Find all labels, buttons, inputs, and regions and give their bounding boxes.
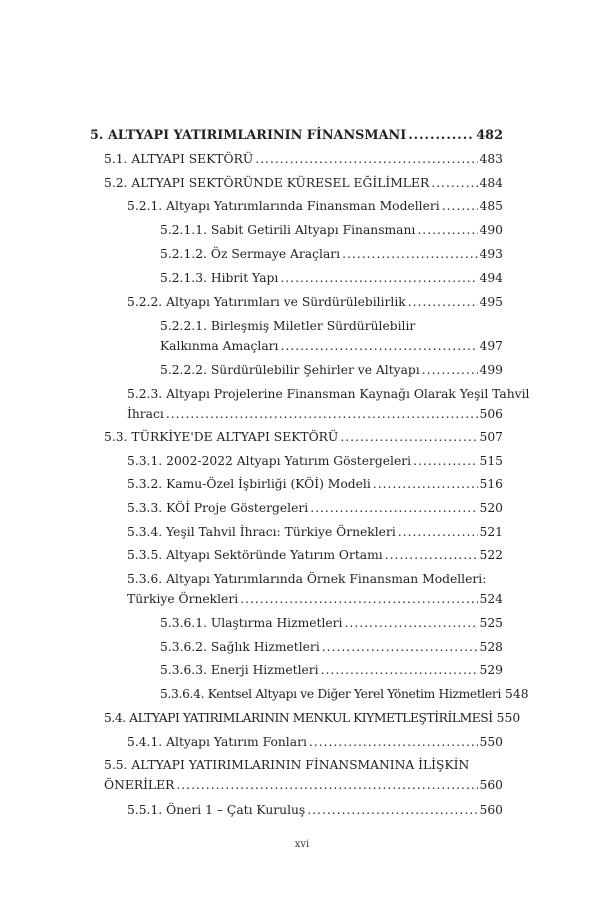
toc-entry-5-4-1 (127, 732, 503, 752)
toc-page: 490 (479, 223, 503, 237)
leader-dots (322, 637, 478, 657)
toc-title: Öneri 1 – Çatı Kuruluş (166, 803, 306, 817)
toc-title-line2: Kalkınma Amaçları (160, 339, 279, 353)
toc-number: 5.2. (104, 176, 128, 190)
toc-page: 550 (479, 735, 503, 749)
toc-title: Sabit Getirili Altyapı Finansmanı (210, 223, 416, 237)
toc-number: 5.3.5. (127, 548, 163, 562)
leader-dots (309, 732, 478, 752)
toc-entry-5-3-3 (127, 498, 503, 518)
leader-dots (307, 800, 477, 820)
toc-title: ALTYAPI SEKTÖRÜNDE KÜRESEL EĞİLİMLER (131, 176, 430, 190)
leader-dots (442, 196, 478, 216)
toc-number: 5.2.1.3. (160, 271, 207, 285)
toc-entry-5-2-1 (127, 196, 503, 216)
toc-title: Hibrit Yapı (210, 271, 279, 285)
toc-number: 5.2.2.1. (160, 319, 207, 333)
toc-page: 522 (479, 548, 503, 562)
leader-dots (413, 451, 477, 471)
toc-page: 560 (479, 778, 503, 792)
toc-page: 506 (479, 407, 503, 421)
toc-page: 528 (479, 640, 503, 654)
leader-dots (340, 427, 477, 447)
toc-entry-5-3-6 (127, 569, 503, 609)
toc-number: 5.3.2. (127, 477, 163, 491)
leader-dots (408, 126, 474, 146)
leader-dots (431, 173, 477, 193)
toc-title: ALTYAPI YATIRIMLARININ MENKUL KIYMETLEŞTİRİLMESİ (129, 711, 493, 725)
toc-page: 507 (479, 430, 503, 444)
toc-number: 5.2.2. (127, 295, 163, 309)
toc-title: ALTYAPI SEKTÖRÜ (131, 152, 254, 166)
leader-dots (166, 404, 478, 424)
toc-entry-5-3-6-3 (160, 660, 503, 680)
toc-page: 482 (476, 128, 503, 143)
toc-number: 5.1. (104, 152, 128, 166)
leader-dots (417, 220, 477, 240)
toc-title-line1: Altyapı Projelerine Finansman Kaynağı Olarak Yeşil Tahvil (166, 387, 530, 401)
toc-number: 5.3.1. (127, 454, 163, 468)
toc-title: Altyapı Yatırım Fonları (166, 735, 307, 749)
toc-title-line2: ÖNERİLER (104, 778, 175, 792)
toc-entry-5-2-3 (127, 384, 530, 424)
toc-title: Sağlık Hizmetleri (210, 640, 320, 654)
leader-dots (176, 775, 477, 795)
toc-number: 5.5. (104, 758, 128, 772)
toc-number: 5.3.6.4. (160, 687, 205, 701)
leader-dots (321, 660, 478, 680)
toc-title: KÖİ Proje Göstergeleri (166, 501, 309, 515)
toc-title-line1: Altyapı Yatırımlarında Örnek Finansman Modelleri: (166, 572, 487, 586)
toc-page: 548 (505, 687, 529, 701)
toc-title: Altyapı Yatırımlarında Finansman Modelleri (166, 199, 440, 213)
toc-title: Öz Sermaye Araçları (210, 247, 341, 261)
leader-dots (345, 613, 478, 633)
toc-number: 5. (90, 128, 104, 143)
toc-page: 550 (496, 711, 521, 725)
toc-title-line1: Birleşmiş Miletler Sürdürülebilir (210, 319, 416, 333)
toc-entry-5-4 (104, 708, 521, 728)
leader-dots (398, 522, 478, 542)
toc-entry-chapter-5 (90, 126, 503, 146)
toc-entry-5-5-1 (127, 800, 503, 820)
toc-number: 5.2.1. (127, 199, 163, 213)
toc-page: 520 (479, 501, 503, 515)
toc-entry-5-2-1-3 (160, 268, 503, 288)
toc-page: 483 (479, 152, 503, 166)
leader-dots (422, 360, 478, 380)
toc-title: 2002-2022 Altyapı Yatırım Göstergeleri (166, 454, 412, 468)
toc-title: Altyapı Sektöründe Yatırım Ortamı (166, 548, 383, 562)
leader-dots (281, 336, 478, 356)
toc-entry-5-3 (104, 427, 503, 447)
toc-title: TÜRKİYE'DE ALTYAPI SEKTÖRÜ (131, 430, 339, 444)
toc-entry-5-2-1-1 (160, 220, 503, 240)
toc-page: 484 (479, 176, 503, 190)
toc-entry-5-3-2 (127, 474, 503, 494)
leader-dots (408, 292, 478, 312)
leader-dots (280, 268, 477, 288)
toc-entry-5-2-2 (127, 292, 503, 312)
leader-dots (342, 244, 477, 264)
toc-entry-5-3-6-1 (160, 613, 503, 633)
toc-title-line2: Türkiye Örnekleri (127, 592, 239, 606)
toc-number: 5.3. (104, 430, 128, 444)
toc-number: 5.3.3. (127, 501, 163, 515)
toc-entry-5-2-2-1 (160, 316, 503, 356)
toc-number: 5.4.1. (127, 735, 163, 749)
toc-title: Kamu-Özel İşbirliği (KÖİ) Modeli (166, 477, 371, 491)
toc-page: 497 (479, 339, 503, 353)
toc-number: 5.3.6.3. (160, 663, 207, 677)
toc-page: 499 (479, 363, 503, 377)
toc-page: 485 (479, 199, 503, 213)
toc-number: 5.2.2.2. (160, 363, 207, 377)
leader-dots (385, 545, 478, 565)
toc-page: 516 (479, 477, 503, 491)
leader-dots (255, 149, 477, 169)
toc-entry-5-3-6-4 (160, 684, 529, 704)
toc-number: 5.2.3. (127, 387, 163, 401)
toc-page: 521 (479, 525, 503, 539)
toc-title-line2: İhracı (127, 407, 164, 421)
toc-entry-5-3-4 (127, 522, 503, 542)
toc-number: 5.4. (104, 711, 126, 725)
toc-entry-5-3-6-2 (160, 637, 503, 657)
toc-entry-5-3-5 (127, 545, 503, 565)
toc-title: ALTYAPI YATIRIMLARININ FİNANSMANI (107, 128, 407, 143)
toc-entry-5-2 (104, 173, 503, 193)
leader-dots (373, 474, 478, 494)
toc-entry-5-2-1-2 (160, 244, 503, 264)
toc-page: 493 (479, 247, 503, 261)
toc-page: 524 (479, 592, 503, 606)
toc-entry-5-1 (104, 149, 503, 169)
toc-title: Kentsel Altyapı ve Diğer Yerel Yönetim Hizmetleri (207, 687, 502, 701)
toc-number: 5.3.6.1. (160, 616, 207, 630)
toc-number: 5.2.1.2. (160, 247, 207, 261)
toc-number: 5.2.1.1. (160, 223, 207, 237)
toc-title-line1: ALTYAPI YATIRIMLARININ FİNANSMANINA İLİŞKİN (131, 758, 470, 772)
toc-page: 495 (479, 295, 503, 309)
leader-dots (310, 498, 477, 518)
toc-entry-5-3-1 (127, 451, 503, 471)
toc-entry-5-2-2-2 (160, 360, 503, 380)
toc-number: 5.3.6.2. (160, 640, 207, 654)
toc-page: 494 (479, 271, 503, 285)
toc-page: 525 (479, 616, 503, 630)
leader-dots (240, 589, 477, 609)
toc-page: 560 (479, 803, 503, 817)
toc-title: Altyapı Yatırımları ve Sürdürülebilirlik (166, 295, 406, 309)
toc-number: 5.3.6. (127, 572, 163, 586)
toc-title: Ulaştırma Hizmetleri (210, 616, 343, 630)
toc-entry-5-5 (104, 755, 503, 795)
toc-title: Enerji Hizmetleri (210, 663, 319, 677)
toc-page: 515 (479, 454, 503, 468)
toc-title: Yeşil Tahvil İhracı: Türkiye Örnekleri (166, 525, 396, 539)
toc-number: 5.3.4. (127, 525, 163, 539)
page-number: xvi (294, 839, 310, 850)
toc-number: 5.5.1. (127, 803, 163, 817)
toc-title: Sürdürülebilir Şehirler ve Altyapı (210, 363, 420, 377)
toc-page: 529 (479, 663, 503, 677)
